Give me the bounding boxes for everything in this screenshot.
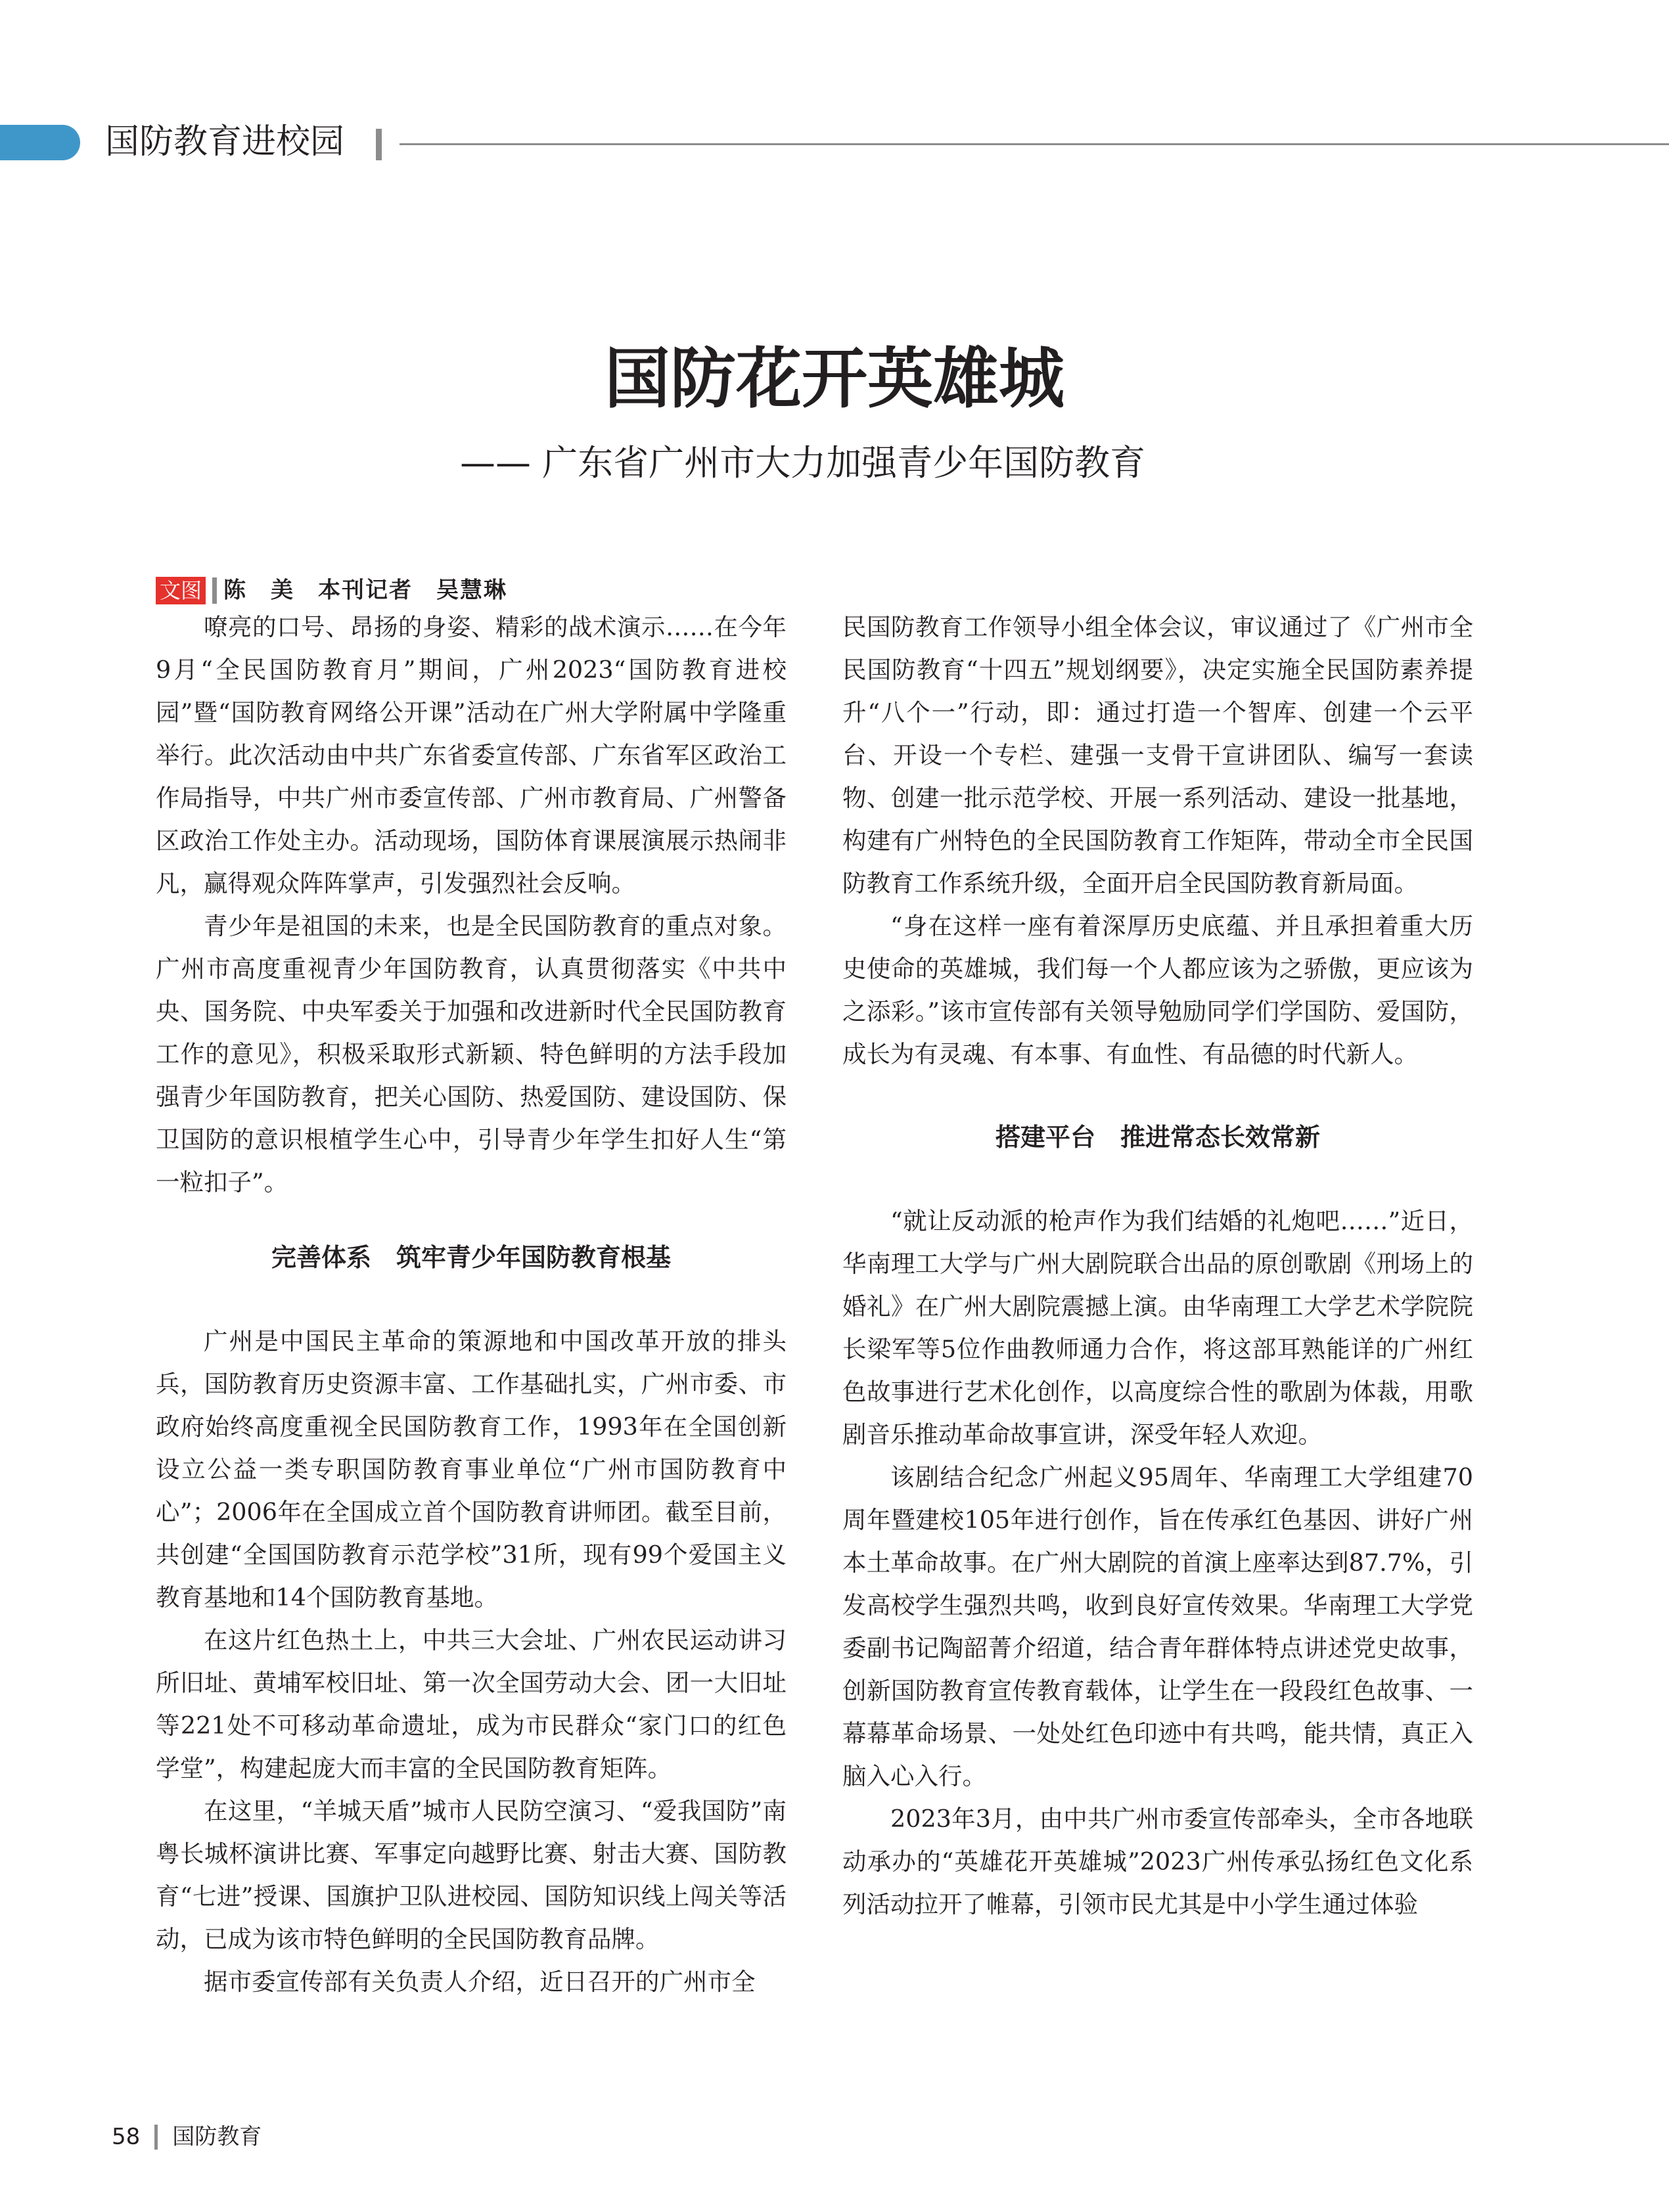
- paragraph: 该剧结合纪念广州起义95周年、华南理工大学组建70周年暨建校105年进行创作，旨在传承红色基因、讲好广州本土革命故事。在广州大剧院的首演上座率达到87.7%，引发高校学生强烈共鸣，收到良好宣传效果。华南理工大学党委副书记陶韶菁介绍道，结合青年群体特点讲述党史故事，创新国防教育宣传教育载体，让学生在一段段红色故事、一幕幕革命场景、一处处红色印迹中有共鸣，能共情，真正入脑入心入行。: [842, 1463, 1473, 1790]
- page-number: 58: [112, 2123, 141, 2150]
- paragraph: 在这片红色热土上，中共三大会址、广州农民运动讲习所旧址、黄埔军校旧址、第一次全国劳动大会、团一大旧址等221处不可移动革命遗址，成为市民群众“家门口的红色学堂”，构建起庞大而丰富的全民国防教育矩阵。: [156, 1626, 787, 1782]
- left-column: [156, 606, 787, 2003]
- byline-tag: 文图: [156, 577, 206, 604]
- header-rule: [400, 143, 1669, 145]
- paragraph: 青少年是祖国的未来，也是全民国防教育的重点对象。广州市高度重视青少年国防教育，认真贯彻落实《中共中央、国务院、中央军委关于加强和改进新时代全民国防教育工作的意见》，积极采取形式新颖、特色鲜明的方法手段加强青少年国防教育，把关心国防、热爱国防、建设国防、保卫国防的意识根植学生心中，引导青少年学生扣好人生“第一粒扣子”。: [156, 912, 787, 1196]
- byline-authors: 陈 美 本刊记者 吴慧琳: [223, 577, 508, 604]
- section-title-bar: [376, 129, 382, 160]
- article-subtitle: —— 广东省广州市大力加强青少年国防教育: [460, 442, 1146, 484]
- footer-separator: [154, 2125, 158, 2150]
- right-column: [842, 606, 1473, 1926]
- section-heading: 完善体系 筑牢青少年国防教育根基: [271, 1243, 671, 1272]
- paragraph: 广州是中国民主革命的策源地和中国改革开放的排头兵，国防教育历史资源丰富、工作基础扎实，广州市委、市政府始终高度重视全民国防教育工作，1993年在全国创新设立公益一类专职国防教育事业单位“广州市国防教育中心”；2006年在全国成立首个国防教育讲师团。截至目前，共创建“全国国防教育示范学校”31所，现有99个爱国主义教育基地和14个国防教育基地。: [156, 1327, 787, 1612]
- paragraph: 民国防教育工作领导小组全体会议，审议通过了《广州市全民国防教育“十四五”规划纲要》，决定实施全民国防素养提升“八个一”行动，即：通过打造一个智库、创建一个云平台、开设一个专栏、建强一支骨干宣讲团队、编写一套读物、创建一批示范学校、开展一系列活动、建设一批基地，构建有广州特色的全民国防教育工作矩阵，带动全市全民国防教育工作系统升级，全面开启全民国防教育新局面。: [842, 613, 1473, 897]
- byline-separator: [212, 577, 217, 604]
- paragraph: “就让反动派的枪声作为我们结婚的礼炮吧……”近日，华南理工大学与广州大剧院联合出品的原创歌剧《刑场上的婚礼》在广州大剧院震撼上演。由华南理工大学艺术学院院长梁军等5位作曲教师通力合作，将这部耳熟能详的广州红色故事进行艺术化创作，以高度综合性的歌剧为体裁，用歌剧音乐推动革命故事宣讲，深受年轻人欢迎。: [842, 1207, 1473, 1449]
- paragraph: 据市委宣传部有关负责人介绍，近日召开的广州市全: [204, 1968, 756, 1996]
- paragraph: “身在这样一座有着深厚历史底蕴、并且承担着重大历史使命的英雄城，我们每一个人都应该为之骄傲，更应该为之添彩。”该市宣传部有关领导勉励同学们学国防、爱国防，成长为有灵魂、有本事、有血性、有品德的时代新人。: [842, 912, 1473, 1068]
- section-title: 国防教育进校园: [105, 122, 345, 162]
- magazine-name: 国防教育: [172, 2123, 262, 2150]
- section-tab-marker: [0, 125, 80, 160]
- paragraph: 在这里，“羊城天盾”城市人民防空演习、“爱我国防”南粤长城杯演讲比赛、军事定向越野比赛、射击大赛、国防教育“七进”授课、国旗护卫队进校园、国防知识线上闯关等活动，已成为该市特色鲜明的全民国防教育品牌。: [156, 1797, 787, 1953]
- page-footer: [112, 2119, 262, 2153]
- paragraph: 2023年3月，由中共广州市委宣传部牵头，全市各地联动承办的“英雄花开英雄城”2023广州传承弘扬红色文化系列活动拉开了帷幕，引领市民尤其是中小学生通过体验: [842, 1805, 1473, 1918]
- byline: [156, 572, 507, 607]
- article-title: 国防花开英雄城: [605, 340, 1064, 417]
- section-heading: 搭建平台 推进常态长效常新: [995, 1123, 1320, 1152]
- paragraph: 嘹亮的口号、昂扬的身姿、精彩的战术演示……在今年9月“全民国防教育月”期间，广州2023“国防教育进校园”暨“国防教育网络公开课”活动在广州大学附属中学隆重举行。此次活动由中共广东省委宣传部、广东省军区政治工作局指导，中共广州市委宣传部、广州市教育局、广州警备区政治工作处主办。活动现场，国防体育课展演展示热闹非凡，赢得观众阵阵掌声，引发强烈社会反响。: [156, 613, 787, 897]
